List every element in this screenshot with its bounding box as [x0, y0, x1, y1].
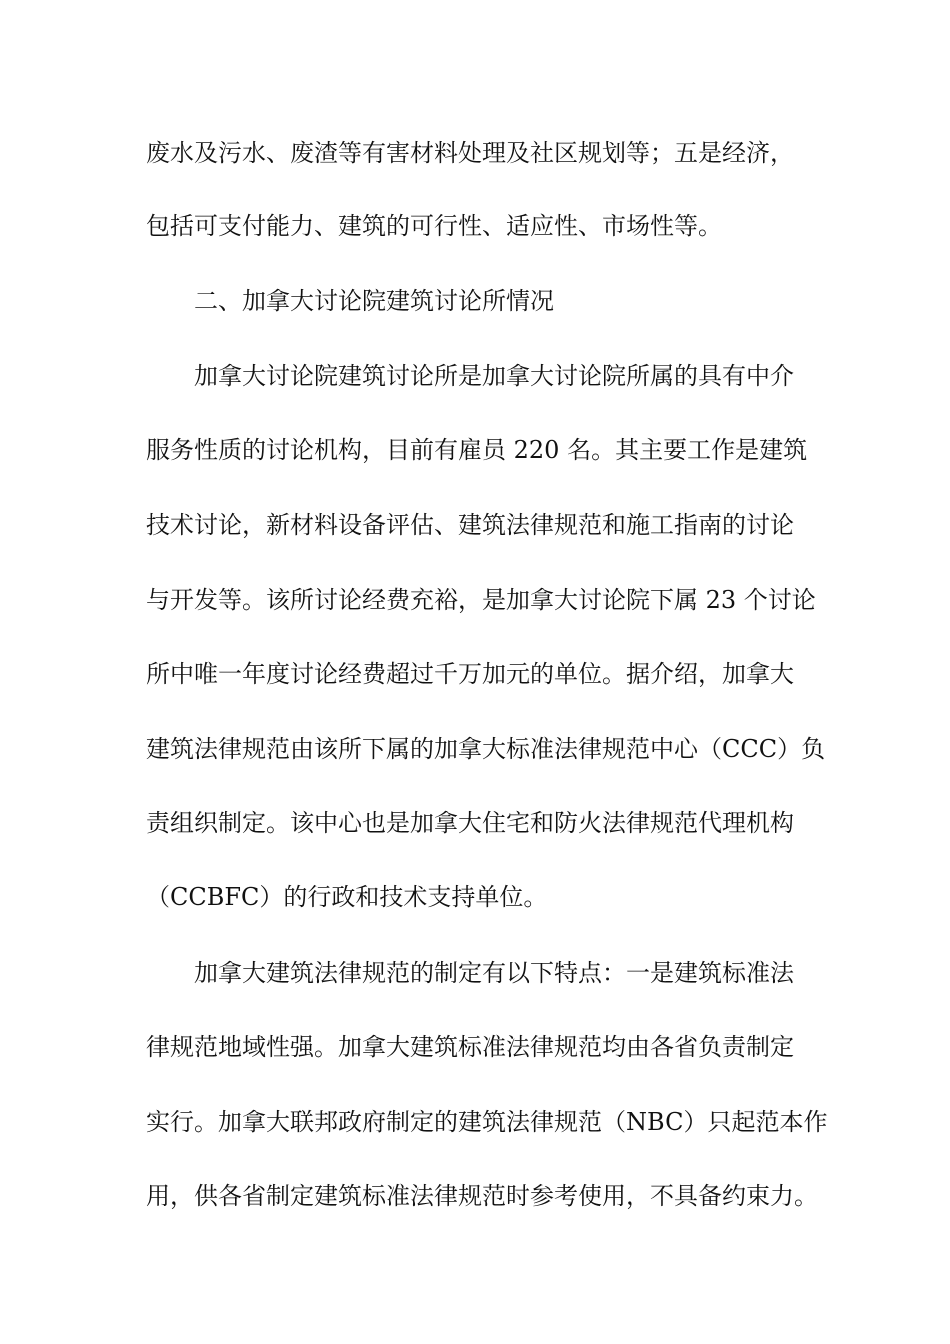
paragraph-line — [0, 877, 950, 917]
paragraph-line — [0, 803, 950, 843]
paragraph-line — [0, 356, 950, 396]
paragraph-line — [0, 505, 950, 545]
line-text: （CCBFC）的行政和技术支持单位。 — [146, 883, 548, 911]
paragraph-line — [0, 1102, 950, 1142]
paragraph-line — [0, 729, 950, 769]
line-text: 用，供各省制定建筑标准法律规范时参考使用，不具备约束力。 — [146, 1182, 818, 1210]
line-text: 实行。加拿大联邦政府制定的建筑法律规范（NBC）只起范本作 — [146, 1108, 828, 1136]
line-text: 废水及污水、废渣等有害材料处理及社区规划等；五是经济， — [146, 139, 794, 167]
line-text: 与开发等。该所讨论经费充裕，是加拿大讨论院下属 23 个讨论 — [146, 586, 816, 614]
line-text: 加拿大讨论院建筑讨论所是加拿大讨论院所属的具有中介 — [194, 362, 794, 390]
line-text: 加拿大建筑法律规范的制定有以下特点：一是建筑标准法 — [194, 959, 794, 987]
line-text: 服务性质的讨论机构，目前有雇员 220 名。其主要工作是建筑 — [146, 436, 808, 464]
line-text: 责组织制定。该中心也是加拿大住宅和防火法律规范代理机构 — [146, 809, 794, 837]
section-heading — [0, 281, 950, 321]
line-text: 技术讨论，新材料设备评估、建筑法律规范和施工指南的讨论 — [146, 511, 794, 539]
paragraph-line — [0, 1027, 950, 1067]
paragraph-line — [0, 1176, 950, 1216]
line-text: 建筑法律规范由该所下属的加拿大标准法律规范中心（CCC）负 — [146, 735, 826, 763]
line-text: 律规范地域性强。加拿大建筑标准法律规范均由各省负责制定 — [146, 1033, 794, 1061]
heading-text: 二、加拿大讨论院建筑讨论所情况 — [194, 287, 554, 315]
paragraph-line — [0, 206, 950, 246]
paragraph-line — [0, 580, 950, 620]
line-text: 所中唯一年度讨论经费超过千万加元的单位。据介绍，加拿大 — [146, 660, 794, 688]
paragraph-line — [0, 430, 950, 470]
paragraph-line — [0, 133, 950, 173]
paragraph-line — [0, 654, 950, 694]
paragraph-line — [0, 953, 950, 993]
line-text: 包括可支付能力、建筑的可行性、适应性、市场性等。 — [146, 212, 722, 240]
